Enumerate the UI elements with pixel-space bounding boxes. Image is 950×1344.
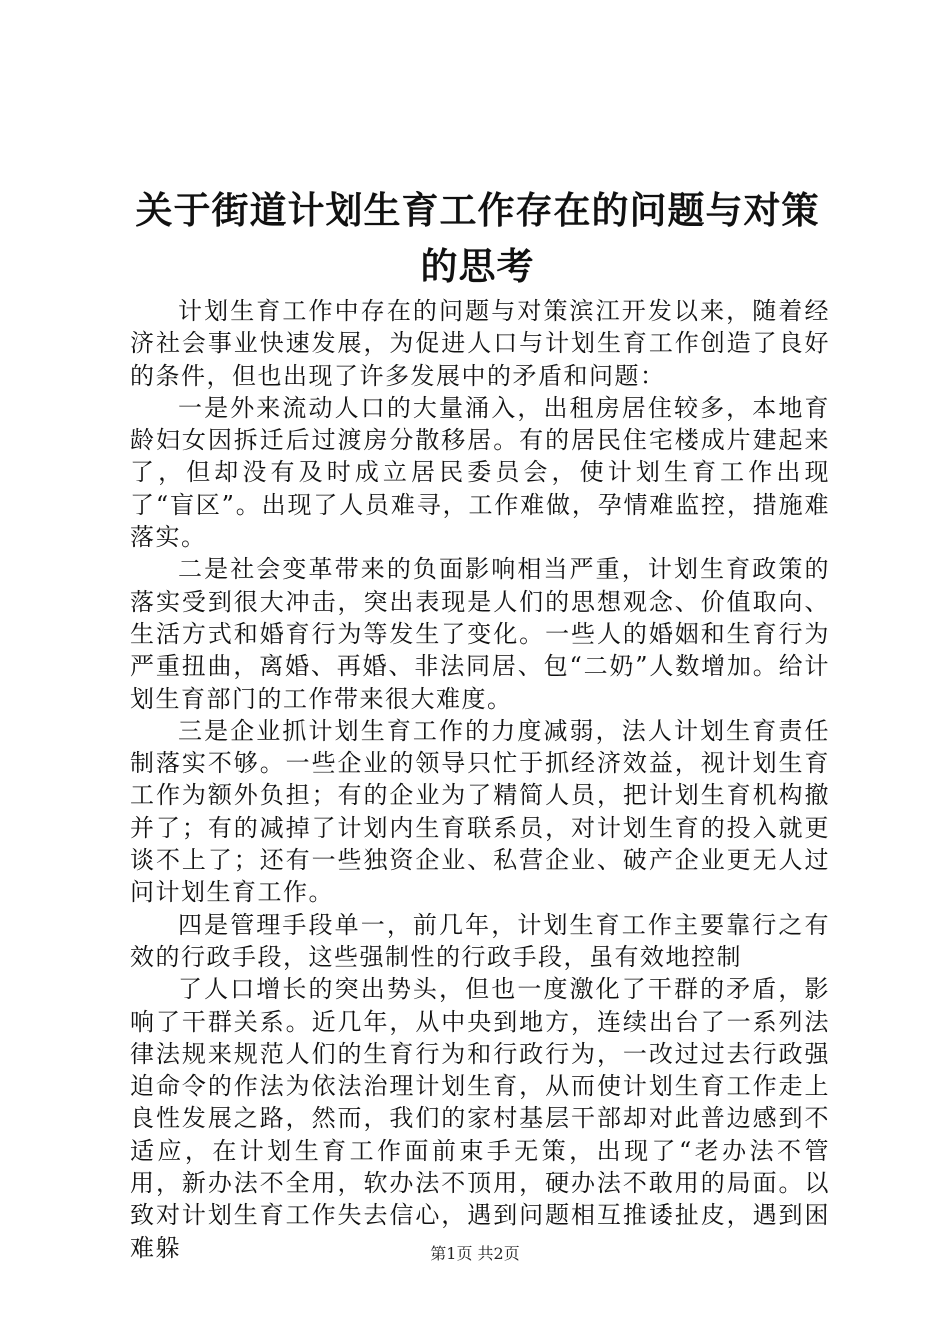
paragraph-point-four: 四是管理手段单一，前几年，计划生育工作主要靠行之有效的行政手段，这些强制性的行政手段，虽有效地控制 <box>130 910 830 971</box>
page-number-footer: 第1页 共2页 <box>430 1244 520 1263</box>
paragraph-point-two: 二是社会变革带来的负面影响相当严重，计划生育政策的落实受到很大冲击，突出表现是人们的思想观念、价值取向、生活方式和婚育行为等发生了变化。一些人的婚姻和生育行为严重扭曲，离婚、再婚、非法同居、包“二奶”人数增加。给计划生育部门的工作带来很大难度。 <box>130 555 830 713</box>
paragraph-point-one: 一是外来流动人口的大量涌入，出租房居住较多，本地育龄妇女因拆迁后过渡房分散移居。有的居民住宅楼成片建起来了，但却没有及时成立居民委员会，使计划生育工作出现了“盲区”。出现了人员难寻，工作难做，孕情难监控，措施难落实。 <box>130 393 830 552</box>
document-body <box>130 295 830 1264</box>
paragraph-point-four-continued: 了人口增长的突出势头，但也一度激化了干群的矛盾，影响了干群关系。近几年，从中央到地方，连续出台了一系列法律法规来规范人们的生育行为和行政行为，一改过过去行政强迫命令的作法为依法治理计划生育，从而使计划生育工作走上良性发展之路，然而，我们的家村基层干部却对此普边感到不适应，在计划生育工作面前束手无策，出现了“老办法不管用，新办法不全用，软办法不顶用，硬办法不敢用的局面。以致对计划生育工作失去信心，遇到问题相互推诿扯皮，遇到困难躲 <box>130 975 830 1262</box>
paragraph-intro: 计划生育工作中存在的问题与对策滨江开发以来，随着经济社会事业快速发展，为促进人口与计划生育工作创造了良好的条件，但也出现了许多发展中的矛盾和问题： <box>130 297 830 390</box>
document-title: 关于街道计划生育工作存在的问题与对策的思考 <box>135 188 820 288</box>
paragraph-point-three: 三是企业抓计划生育工作的力度减弱，法人计划生育责任制落实不够。一些企业的领导只忙于抓经济效益，视计划生育工作为额外负担；有的企业为了精简人员，把计划生育机构撤并了；有的减掉了计划内生育联系员，对计划生育的投入就更谈不上了；还有一些独资企业、私营企业、破产企业更无人过问计划生育工作。 <box>130 716 830 907</box>
